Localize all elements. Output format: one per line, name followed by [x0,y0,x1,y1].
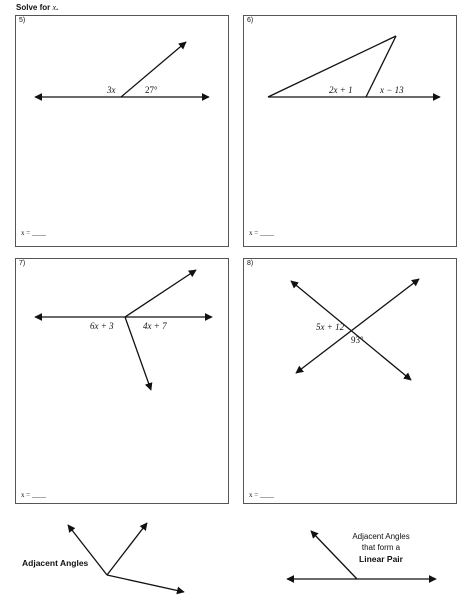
adjacent-ray-bottom [107,575,184,592]
problem-number: 5) [19,17,26,24]
reference-diagrams [0,512,474,610]
answer-field[interactable]: x = ____ [249,491,274,499]
problem-5-panel [15,15,229,247]
problem-8-diagram [244,259,458,505]
upper-ray-line [125,270,196,317]
angle-label-5x12: 5x + 12 [316,322,345,332]
problem-8-panel [243,258,457,504]
problem-6-diagram [244,16,458,248]
problem-7-diagram [16,259,230,505]
adjacent-ray-middle [107,523,147,575]
reference-svg [0,512,474,610]
answer-field[interactable]: x = ____ [21,491,46,499]
angle-label-27: 27° [145,85,158,95]
exterior-angle-label: 2x + 1 [329,85,353,95]
interior-angle-label: x − 13 [380,85,404,95]
diagonal-line-b [296,279,419,373]
problem-number: 8) [247,260,254,267]
angle-label-3x: 3x [107,85,116,95]
answer-field[interactable]: x = ____ [249,229,274,237]
problem-5-diagram [16,16,230,248]
linear-pair-caption-line1: Adjacent Angles [352,532,410,541]
title-prefix: Solve for [16,3,53,12]
problem-number: 6) [247,17,254,24]
linear-pair-caption-line2: that form a [361,543,401,552]
adjacent-angles-caption: Adjacent Angles [22,558,89,568]
linear-pair-ray [311,531,357,579]
angle-label-6x3: 6x + 3 [90,321,114,331]
page-title [16,3,58,12]
title-suffix: . [56,3,59,12]
problem-6-panel [243,15,457,247]
angle-label-4x7: 4x + 7 [143,321,167,331]
title-variable: x [52,3,57,12]
linear-pair-caption-bold: Linear Pair [359,554,403,564]
answer-field[interactable]: x = ____ [21,229,46,237]
angle-label-93: 93° [351,335,364,345]
problem-number: 7) [19,260,26,267]
problem-7-panel [15,258,229,504]
